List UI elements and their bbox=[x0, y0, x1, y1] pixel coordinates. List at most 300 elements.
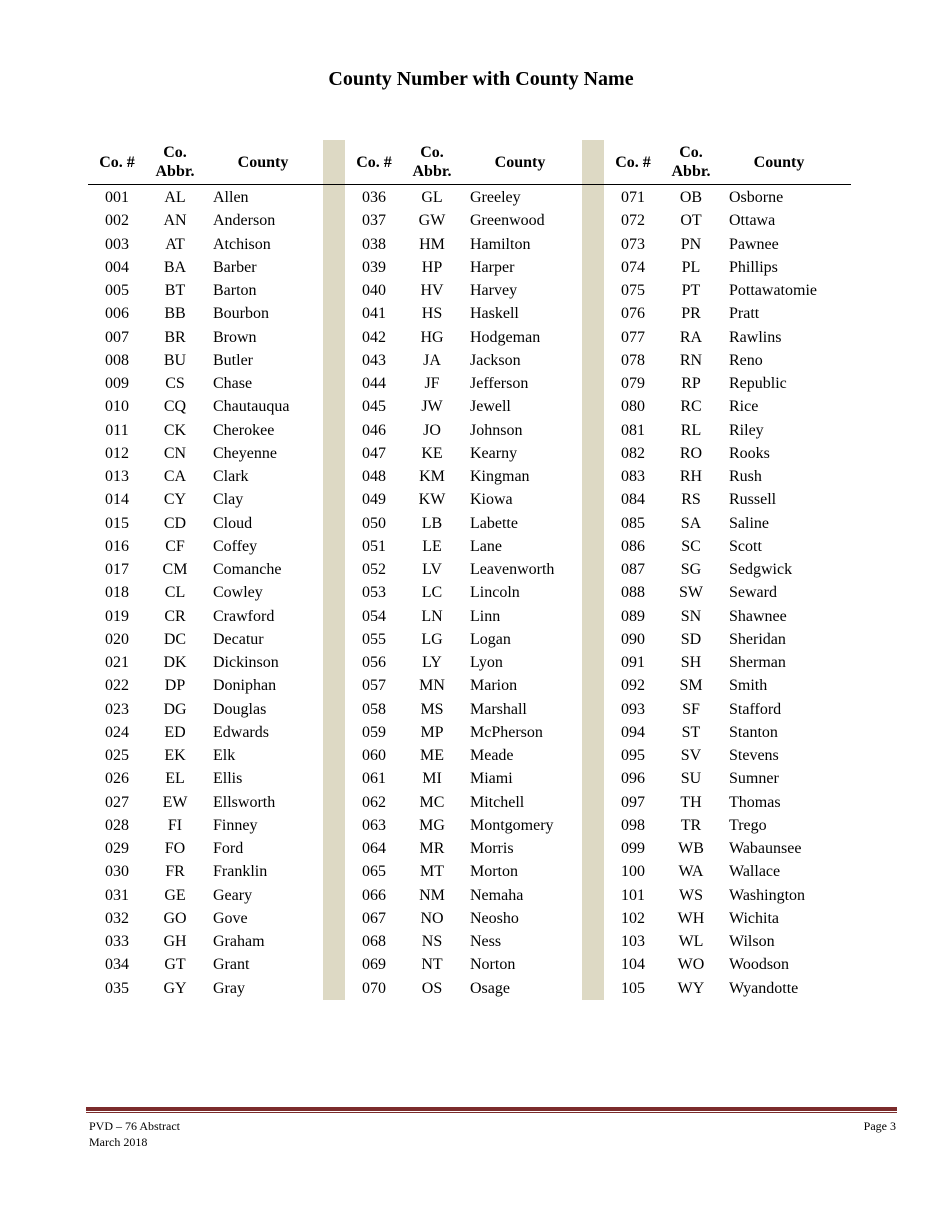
county-abbr: GW bbox=[418, 212, 446, 230]
table-row bbox=[88, 860, 318, 883]
table-row bbox=[88, 837, 318, 860]
county-number: 041 bbox=[362, 305, 386, 323]
page-title: County Number with County Name bbox=[328, 68, 634, 90]
county-number: 024 bbox=[105, 723, 129, 741]
county-number: 069 bbox=[362, 956, 386, 974]
table-row bbox=[604, 977, 834, 1000]
county-name: Atchison bbox=[213, 235, 271, 253]
county-number: 085 bbox=[621, 514, 645, 532]
county-number: 100 bbox=[621, 863, 645, 881]
table-row bbox=[345, 233, 575, 256]
county-abbr: PR bbox=[681, 305, 701, 323]
county-name: Meade bbox=[470, 747, 514, 764]
table-row bbox=[88, 465, 318, 488]
county-abbr: CS bbox=[165, 375, 185, 392]
table-row bbox=[88, 233, 318, 256]
table-row bbox=[88, 302, 318, 325]
county-number: 014 bbox=[105, 491, 129, 509]
county-number: 056 bbox=[362, 654, 386, 671]
footer-page-number: Page 3 bbox=[863, 1119, 896, 1133]
table-row bbox=[604, 791, 834, 814]
county-name: Wabaunsee bbox=[729, 840, 802, 857]
table-row bbox=[345, 674, 575, 697]
county-name: Osborne bbox=[729, 189, 784, 206]
county-abbr: DK bbox=[163, 654, 187, 671]
county-name: Geary bbox=[213, 886, 253, 904]
table-row bbox=[88, 953, 318, 976]
county-number: 065 bbox=[362, 863, 386, 881]
county-name: Cloud bbox=[213, 514, 253, 532]
county-number: 076 bbox=[621, 305, 645, 323]
header-co-abbr-line2: Abbr. bbox=[671, 163, 711, 180]
county-name: Kingman bbox=[470, 468, 530, 485]
table-row bbox=[604, 651, 834, 674]
county-name: Morton bbox=[470, 863, 518, 881]
county-name: Jackson bbox=[470, 351, 521, 369]
county-name: Ellis bbox=[213, 770, 243, 788]
table-row bbox=[88, 256, 318, 279]
county-name: Ellsworth bbox=[213, 793, 276, 811]
county-number: 081 bbox=[621, 421, 645, 439]
county-number: 030 bbox=[105, 863, 129, 881]
county-abbr: FI bbox=[167, 816, 183, 834]
county-name: Marshall bbox=[470, 700, 527, 718]
county-abbr: KW bbox=[418, 491, 446, 509]
table-row bbox=[604, 837, 834, 860]
table-row bbox=[604, 767, 834, 790]
county-name: Montgomery bbox=[470, 816, 554, 834]
county-name: Clark bbox=[213, 468, 249, 485]
county-name: Franklin bbox=[213, 863, 268, 881]
county-name: Hodgeman bbox=[470, 328, 541, 346]
county-abbr: JW bbox=[421, 398, 443, 416]
county-number: 047 bbox=[362, 444, 386, 462]
county-abbr: MG bbox=[419, 816, 445, 834]
county-name: Cherokee bbox=[213, 421, 275, 439]
county-name: Sheridan bbox=[729, 630, 786, 648]
county-number: 044 bbox=[362, 375, 386, 392]
county-name: Elk bbox=[213, 747, 236, 764]
county-abbr: CY bbox=[163, 491, 187, 509]
county-abbr: EW bbox=[162, 793, 188, 811]
county-abbr: DG bbox=[163, 700, 187, 718]
county-abbr: NM bbox=[419, 886, 445, 904]
county-abbr: RL bbox=[680, 421, 702, 439]
county-name: Clay bbox=[213, 491, 244, 509]
table-row bbox=[345, 442, 575, 465]
county-name: Logan bbox=[470, 630, 511, 648]
county-name: Graham bbox=[213, 933, 265, 950]
table-row bbox=[604, 186, 834, 209]
county-abbr: WS bbox=[679, 886, 703, 904]
county-name: Saline bbox=[729, 514, 769, 532]
county-number: 055 bbox=[362, 630, 386, 648]
table-row bbox=[604, 442, 834, 465]
county-abbr: NS bbox=[421, 933, 443, 950]
county-name: Cheyenne bbox=[213, 444, 277, 462]
table-row bbox=[88, 721, 318, 744]
table-row bbox=[345, 581, 575, 604]
county-number: 048 bbox=[362, 468, 386, 485]
county-name: Finney bbox=[213, 816, 258, 834]
county-number: 034 bbox=[105, 956, 129, 974]
table-row bbox=[88, 814, 318, 837]
county-abbr: SM bbox=[679, 677, 703, 695]
header-co-abbr bbox=[403, 140, 461, 184]
county-name: Lyon bbox=[470, 654, 503, 671]
county-name: Miami bbox=[470, 770, 513, 788]
county-name: Russell bbox=[729, 491, 777, 509]
county-number: 038 bbox=[362, 235, 386, 253]
county-number: 012 bbox=[105, 444, 129, 462]
county-abbr: GT bbox=[164, 956, 186, 974]
table-row bbox=[88, 395, 318, 418]
table-row bbox=[604, 372, 834, 395]
table-row bbox=[604, 744, 834, 767]
county-abbr: PN bbox=[680, 235, 702, 253]
county-abbr: SV bbox=[680, 747, 702, 764]
table-row bbox=[345, 628, 575, 651]
county-name: Pawnee bbox=[729, 235, 779, 253]
table-row bbox=[345, 977, 575, 1000]
county-abbr: CM bbox=[162, 561, 188, 578]
county-name: Norton bbox=[470, 956, 516, 974]
county-number: 007 bbox=[105, 328, 129, 346]
footer-left bbox=[89, 1118, 180, 1150]
county-abbr: AL bbox=[164, 189, 186, 206]
county-abbr: WH bbox=[677, 909, 705, 927]
county-number: 017 bbox=[105, 561, 129, 578]
county-name: Riley bbox=[729, 421, 764, 439]
county-abbr: OT bbox=[680, 212, 702, 230]
county-abbr: HM bbox=[419, 235, 445, 253]
county-abbr: HV bbox=[420, 282, 444, 299]
county-number: 080 bbox=[621, 398, 645, 416]
county-abbr: JF bbox=[424, 375, 440, 392]
table-row bbox=[345, 372, 575, 395]
county-abbr: CN bbox=[163, 444, 187, 462]
county-number: 005 bbox=[105, 282, 129, 299]
table-row bbox=[604, 930, 834, 953]
table-row bbox=[604, 233, 834, 256]
table-row bbox=[88, 372, 318, 395]
county-abbr: KE bbox=[421, 444, 443, 462]
table-row bbox=[88, 674, 318, 697]
county-number: 104 bbox=[621, 956, 645, 974]
county-number: 054 bbox=[362, 607, 386, 625]
header-co-abbr bbox=[146, 140, 204, 184]
county-number: 062 bbox=[362, 793, 386, 811]
county-abbr: DC bbox=[163, 630, 187, 648]
county-number: 050 bbox=[362, 514, 386, 532]
county-abbr: MC bbox=[419, 793, 445, 811]
county-abbr: WB bbox=[678, 840, 704, 857]
county-abbr: HP bbox=[421, 258, 443, 276]
county-name: Osage bbox=[470, 979, 510, 997]
county-name: Leavenworth bbox=[470, 561, 555, 578]
county-number: 002 bbox=[105, 212, 129, 230]
county-name: Bourbon bbox=[213, 305, 269, 323]
county-name: Woodson bbox=[729, 956, 790, 974]
county-name: Rooks bbox=[729, 444, 770, 462]
table-row bbox=[604, 209, 834, 232]
table-row bbox=[88, 651, 318, 674]
table-row bbox=[604, 256, 834, 279]
county-abbr: NT bbox=[421, 956, 443, 974]
table-row bbox=[345, 907, 575, 930]
table-row bbox=[345, 302, 575, 325]
table-row bbox=[88, 744, 318, 767]
county-number: 103 bbox=[621, 933, 645, 950]
header-co-abbr-line2: Abbr. bbox=[412, 163, 452, 180]
table-row bbox=[88, 326, 318, 349]
table-row bbox=[345, 837, 575, 860]
county-abbr: BR bbox=[164, 328, 186, 346]
county-number: 089 bbox=[621, 607, 645, 625]
county-abbr: EK bbox=[164, 747, 186, 764]
county-abbr: TH bbox=[680, 793, 702, 811]
county-number: 105 bbox=[621, 979, 645, 997]
county-name: Rawlins bbox=[729, 328, 782, 346]
county-number: 028 bbox=[105, 816, 129, 834]
county-abbr: WO bbox=[677, 956, 705, 974]
county-name: Mitchell bbox=[470, 793, 525, 811]
county-number: 021 bbox=[105, 654, 129, 671]
table-row bbox=[345, 814, 575, 837]
county-number: 094 bbox=[621, 723, 645, 741]
county-number: 083 bbox=[621, 468, 645, 485]
table-row bbox=[345, 535, 575, 558]
county-number: 008 bbox=[105, 351, 129, 369]
county-number: 071 bbox=[621, 189, 645, 206]
county-name: Cowley bbox=[213, 584, 263, 602]
county-abbr: RS bbox=[681, 491, 701, 509]
county-abbr: FO bbox=[164, 840, 186, 857]
header-co-abbr-line1: Co. bbox=[163, 144, 187, 161]
county-abbr: BB bbox=[164, 305, 186, 323]
county-abbr: HG bbox=[420, 328, 444, 346]
county-number: 046 bbox=[362, 421, 386, 439]
table-row bbox=[88, 488, 318, 511]
county-name: Pratt bbox=[729, 305, 760, 323]
header-co-number: Co. # bbox=[99, 153, 135, 171]
county-abbr: SH bbox=[680, 654, 702, 671]
county-number: 099 bbox=[621, 840, 645, 857]
county-abbr: GO bbox=[163, 909, 187, 927]
table-row bbox=[604, 326, 834, 349]
county-name: Linn bbox=[470, 607, 501, 625]
county-name: Comanche bbox=[213, 561, 282, 578]
footer-doc-title: PVD – 76 Abstract bbox=[89, 1119, 180, 1133]
table-row bbox=[604, 535, 834, 558]
county-number: 064 bbox=[362, 840, 386, 857]
table-row bbox=[604, 884, 834, 907]
county-number: 045 bbox=[362, 398, 386, 416]
county-number: 072 bbox=[621, 212, 645, 230]
table-row bbox=[88, 930, 318, 953]
county-number: 019 bbox=[105, 607, 129, 625]
county-abbr: JO bbox=[423, 421, 441, 439]
county-abbr: RH bbox=[679, 468, 703, 485]
county-number: 025 bbox=[105, 747, 129, 764]
county-name: Nemaha bbox=[470, 886, 524, 904]
county-abbr: PL bbox=[681, 258, 701, 276]
county-number: 057 bbox=[362, 677, 386, 695]
county-abbr: SN bbox=[680, 607, 702, 625]
county-abbr: CF bbox=[165, 537, 185, 555]
table-row bbox=[88, 581, 318, 604]
county-abbr: SG bbox=[680, 561, 702, 578]
county-name: Wallace bbox=[729, 863, 781, 881]
county-number: 018 bbox=[105, 584, 129, 602]
county-name: Jefferson bbox=[470, 375, 529, 392]
county-abbr: LV bbox=[422, 561, 442, 578]
county-abbr: RO bbox=[679, 444, 703, 462]
county-name: Sedgwick bbox=[729, 561, 793, 578]
county-abbr: BU bbox=[163, 351, 187, 369]
table-row bbox=[345, 605, 575, 628]
county-abbr: SU bbox=[680, 770, 702, 788]
county-number: 091 bbox=[621, 654, 645, 671]
county-name: Ness bbox=[470, 933, 502, 950]
county-abbr: CL bbox=[164, 584, 186, 602]
county-abbr: KM bbox=[419, 468, 445, 485]
county-name: Scott bbox=[729, 537, 762, 555]
county-name: Douglas bbox=[213, 700, 267, 718]
county-abbr: GH bbox=[163, 933, 187, 950]
county-number: 022 bbox=[105, 677, 129, 695]
county-name: Trego bbox=[729, 816, 767, 834]
county-number: 066 bbox=[362, 886, 386, 904]
county-name: Sumner bbox=[729, 770, 779, 788]
county-name: Doniphan bbox=[213, 677, 277, 695]
county-number: 006 bbox=[105, 305, 129, 323]
county-number: 084 bbox=[621, 491, 645, 509]
county-name: Kearny bbox=[470, 444, 518, 462]
county-number: 027 bbox=[105, 793, 129, 811]
county-abbr: WY bbox=[677, 979, 705, 997]
county-name: Edwards bbox=[213, 723, 269, 741]
table-row bbox=[345, 419, 575, 442]
county-number: 093 bbox=[621, 700, 645, 718]
county-abbr: TR bbox=[680, 816, 702, 834]
county-name: Chase bbox=[213, 375, 253, 392]
county-number: 033 bbox=[105, 933, 129, 950]
county-name: Labette bbox=[470, 514, 518, 532]
county-number: 097 bbox=[621, 793, 645, 811]
county-abbr: MI bbox=[422, 770, 442, 788]
table-row bbox=[345, 349, 575, 372]
table-row bbox=[88, 558, 318, 581]
table-row bbox=[604, 628, 834, 651]
county-name: Barton bbox=[213, 282, 257, 299]
table-row bbox=[604, 512, 834, 535]
table-row bbox=[88, 907, 318, 930]
table-row bbox=[604, 674, 834, 697]
county-abbr: LG bbox=[421, 630, 443, 648]
county-abbr: AN bbox=[163, 212, 187, 230]
header-county: County bbox=[494, 153, 546, 171]
county-abbr: RA bbox=[679, 328, 703, 346]
county-number: 063 bbox=[362, 816, 386, 834]
county-abbr: CD bbox=[163, 514, 187, 532]
county-number: 079 bbox=[621, 375, 645, 392]
county-number: 009 bbox=[105, 375, 129, 392]
county-number: 059 bbox=[362, 723, 386, 741]
county-number: 029 bbox=[105, 840, 129, 857]
table-row bbox=[88, 535, 318, 558]
table-row bbox=[88, 791, 318, 814]
county-name: Coffey bbox=[213, 537, 258, 555]
county-number: 003 bbox=[105, 235, 129, 253]
county-number: 096 bbox=[621, 770, 645, 788]
county-number: 060 bbox=[362, 747, 386, 764]
county-number: 013 bbox=[105, 468, 129, 485]
county-name: Brown bbox=[213, 328, 257, 346]
county-abbr: JA bbox=[423, 351, 441, 369]
county-name: Republic bbox=[729, 375, 787, 392]
header-co-abbr-line1: Co. bbox=[420, 144, 444, 161]
county-number: 015 bbox=[105, 514, 129, 532]
county-name: Johnson bbox=[470, 421, 523, 439]
header-co-abbr-line1: Co. bbox=[679, 144, 703, 161]
county-number: 037 bbox=[362, 212, 386, 230]
table-row bbox=[604, 605, 834, 628]
county-number: 075 bbox=[621, 282, 645, 299]
table-row bbox=[604, 698, 834, 721]
table-row bbox=[345, 186, 575, 209]
county-number: 067 bbox=[362, 909, 386, 927]
county-number: 049 bbox=[362, 491, 386, 509]
county-abbr: LY bbox=[422, 654, 442, 671]
county-number: 082 bbox=[621, 444, 645, 462]
county-name: Rush bbox=[729, 468, 762, 485]
county-abbr: FR bbox=[165, 863, 185, 881]
county-name: Marion bbox=[470, 677, 518, 695]
county-abbr: RN bbox=[679, 351, 703, 369]
county-name: Barber bbox=[213, 258, 257, 276]
header-county: County bbox=[753, 153, 805, 171]
county-abbr: HS bbox=[421, 305, 443, 323]
county-name: Sherman bbox=[729, 654, 786, 671]
county-abbr: MN bbox=[419, 677, 445, 695]
table-row bbox=[345, 767, 575, 790]
county-name: Harper bbox=[470, 258, 515, 276]
county-number: 102 bbox=[621, 909, 645, 927]
county-number: 053 bbox=[362, 584, 386, 602]
table-row bbox=[345, 791, 575, 814]
table-row bbox=[88, 209, 318, 232]
table-row bbox=[88, 349, 318, 372]
table-row bbox=[88, 628, 318, 651]
county-number: 010 bbox=[105, 398, 129, 416]
county-number: 040 bbox=[362, 282, 386, 299]
county-name: Wyandotte bbox=[729, 979, 799, 997]
county-name: Haskell bbox=[470, 305, 519, 323]
table-row bbox=[604, 419, 834, 442]
county-abbr: MR bbox=[419, 840, 445, 857]
table-row bbox=[345, 744, 575, 767]
county-name: Gray bbox=[213, 979, 245, 997]
table-row bbox=[345, 651, 575, 674]
table-row bbox=[88, 186, 318, 209]
county-number: 088 bbox=[621, 584, 645, 602]
table-row bbox=[345, 721, 575, 744]
county-number: 016 bbox=[105, 537, 129, 555]
table-row bbox=[345, 930, 575, 953]
county-name: Stanton bbox=[729, 723, 778, 741]
county-abbr: SD bbox=[680, 630, 702, 648]
